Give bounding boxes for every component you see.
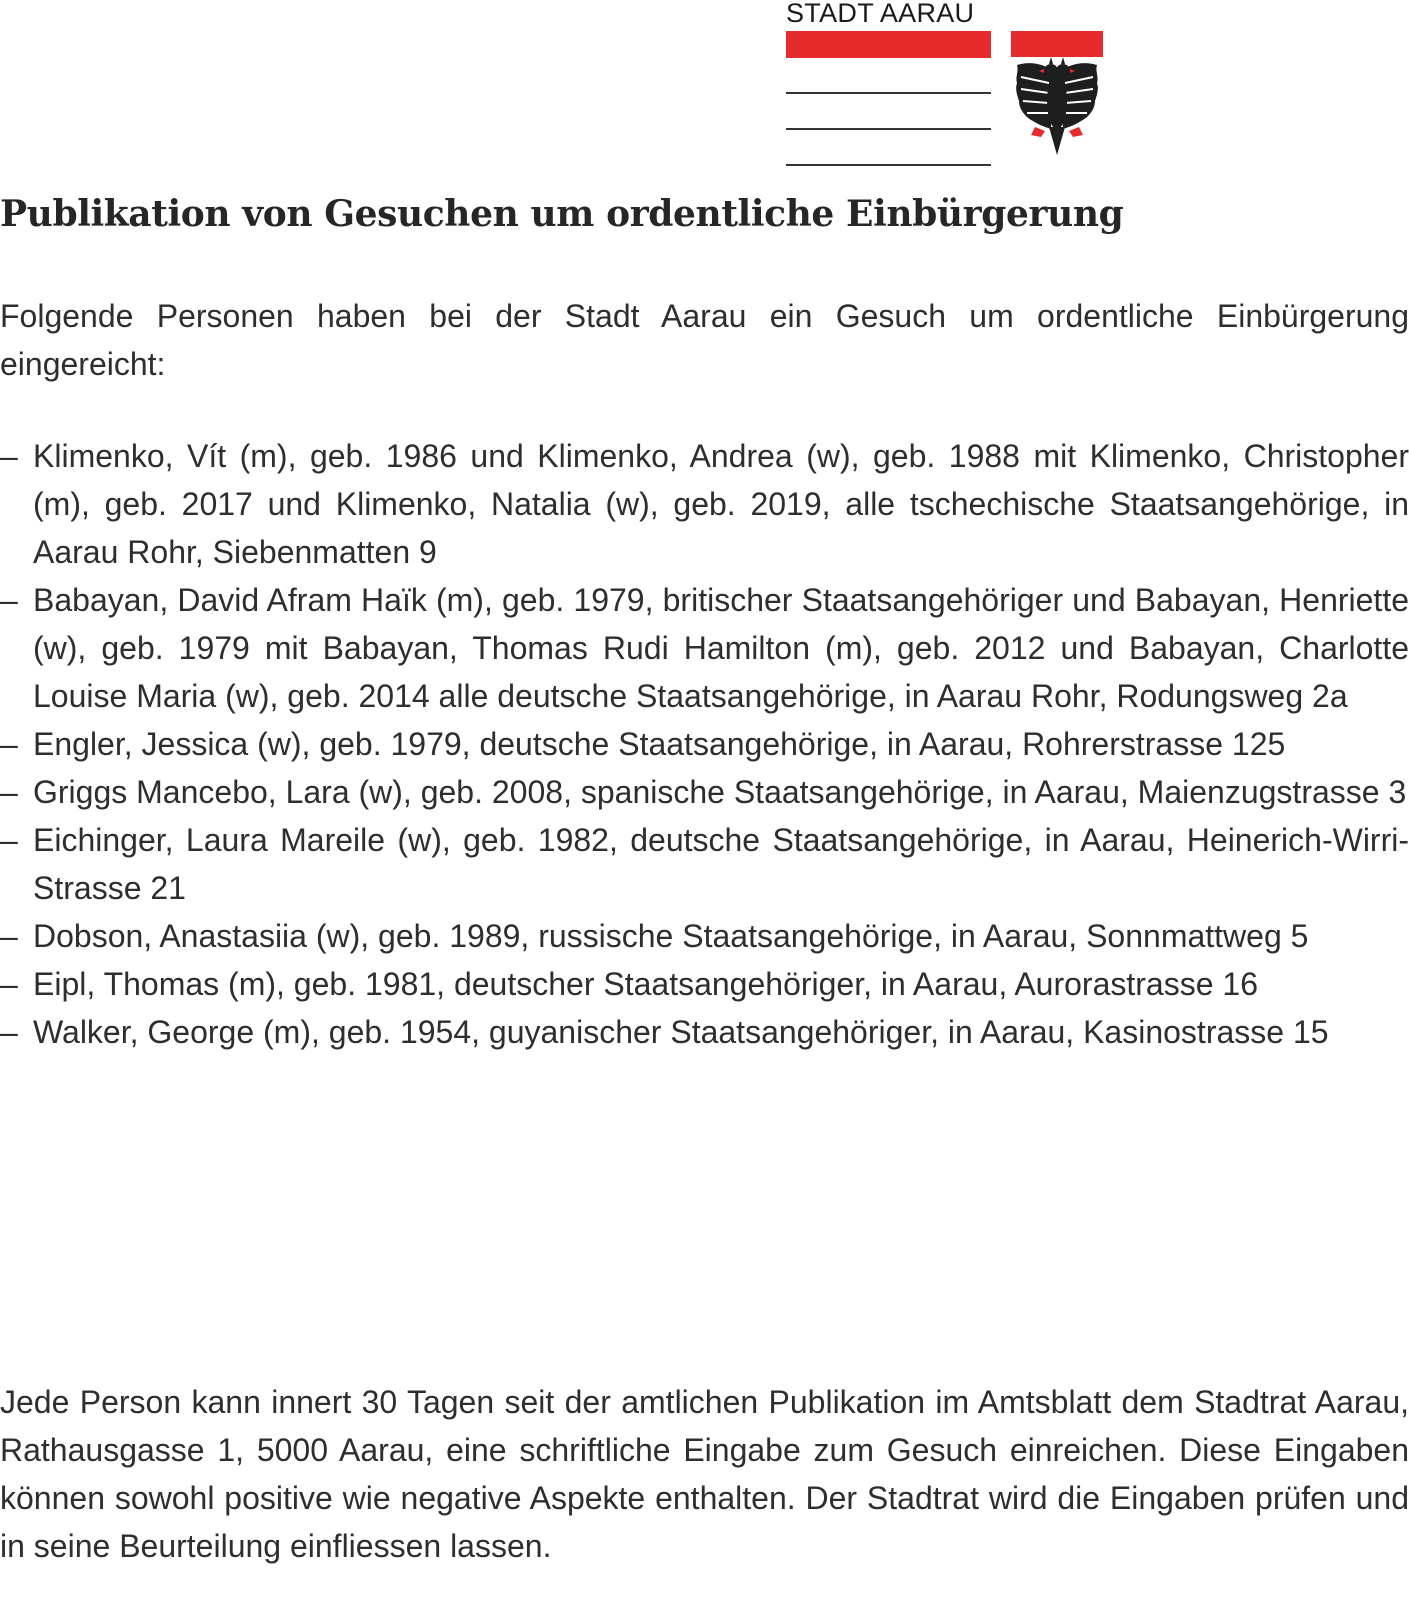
list-dash: –	[0, 1014, 18, 1050]
applicant-text: Eipl, Thomas (m), geb. 1981, deutscher Staatsangehöriger, in Aarau, Aurorastrasse 16	[33, 966, 1258, 1002]
logo-line	[786, 92, 991, 94]
list-item	[0, 1008, 1409, 1056]
city-logo	[786, 0, 1106, 170]
list-item	[0, 768, 1409, 816]
list-dash: –	[0, 774, 18, 810]
list-dash: –	[0, 918, 18, 954]
list-dash: –	[0, 822, 18, 858]
logo-line	[786, 128, 991, 130]
list-item	[0, 816, 1409, 912]
applicant-text: Griggs Mancebo, Lara (w), geb. 2008, spanische Staatsangehörige, in Aarau, Maienzugstrasse 3	[33, 774, 1407, 810]
applicant-text: Walker, George (m), geb. 1954, guyanischer Staatsangehöriger, in Aarau, Kasinostrasse 15	[33, 1014, 1329, 1050]
intro-paragraph: Folgende Personen haben bei der Stadt Aarau ein Gesuch um ordentliche Einbürgerung eingereicht:	[0, 298, 1409, 382]
applicant-text: Eichinger, Laura Mareile (w), geb. 1982, deutsche Staatsangehörige, in Aarau, Heinerich-Wirri-Strasse 21	[33, 822, 1409, 906]
list-dash: –	[0, 966, 18, 1002]
applicant-text: Babayan, David Afram Haïk (m), geb. 1979, britischer Staatsangehöriger und Babayan, Henriette (w), geb. 1979 mit Babayan, Thomas Rudi Hamilton (m), geb. 2012 und Babayan, Charlotte Louise Maria (w), geb. 2014 alle deutsche Staatsangehörige, in Aarau Rohr, Rodungsweg 2a	[33, 582, 1409, 714]
eagle-coat-of-arms-icon	[1011, 31, 1103, 161]
applicant-text: Engler, Jessica (w), geb. 1979, deutsche Staatsangehörige, in Aarau, Rohrerstrasse 125	[33, 726, 1286, 762]
applicant-text: Dobson, Anastasiia (w), geb. 1989, russische Staatsangehörige, in Aarau, Sonnmattweg 5	[33, 918, 1309, 954]
page-title: Publikation von Gesuchen um ordentliche Einbürgerung	[0, 193, 1124, 235]
closing-paragraph: Jede Person kann innert 30 Tagen seit der amtlichen Publikation im Amtsblatt dem Stadtrat Aarau, Rathausgasse 1, 5000 Aarau, eine schriftliche Eingabe zum Gesuch einreichen. Diese Eingaben können sowohl positive wie negative Aspekte enthalten. Der Stadtrat wird die Eingaben prüfen und in seine Beurteilung einfliessen lassen.	[0, 1384, 1409, 1564]
list-item	[0, 720, 1409, 768]
list-item	[0, 576, 1409, 720]
logo-red-bar	[786, 31, 991, 58]
list-item	[0, 432, 1409, 576]
list-dash: –	[0, 726, 18, 762]
applicant-text: Klimenko, Vít (m), geb. 1986 und Klimenko, Andrea (w), geb. 1988 mit Klimenko, Christopher (m), geb. 2017 und Klimenko, Natalia (w), geb. 2019, alle tschechische Staatsangehörige, in Aarau Rohr, Siebenmatten 9	[33, 438, 1409, 570]
list-item	[0, 960, 1409, 1008]
list-item	[0, 912, 1409, 960]
logo-line	[786, 164, 991, 166]
list-dash: –	[0, 582, 18, 618]
list-dash: –	[0, 438, 18, 474]
applicant-list	[0, 432, 1409, 1056]
logo-text: STADT AARAU	[786, 0, 975, 28]
